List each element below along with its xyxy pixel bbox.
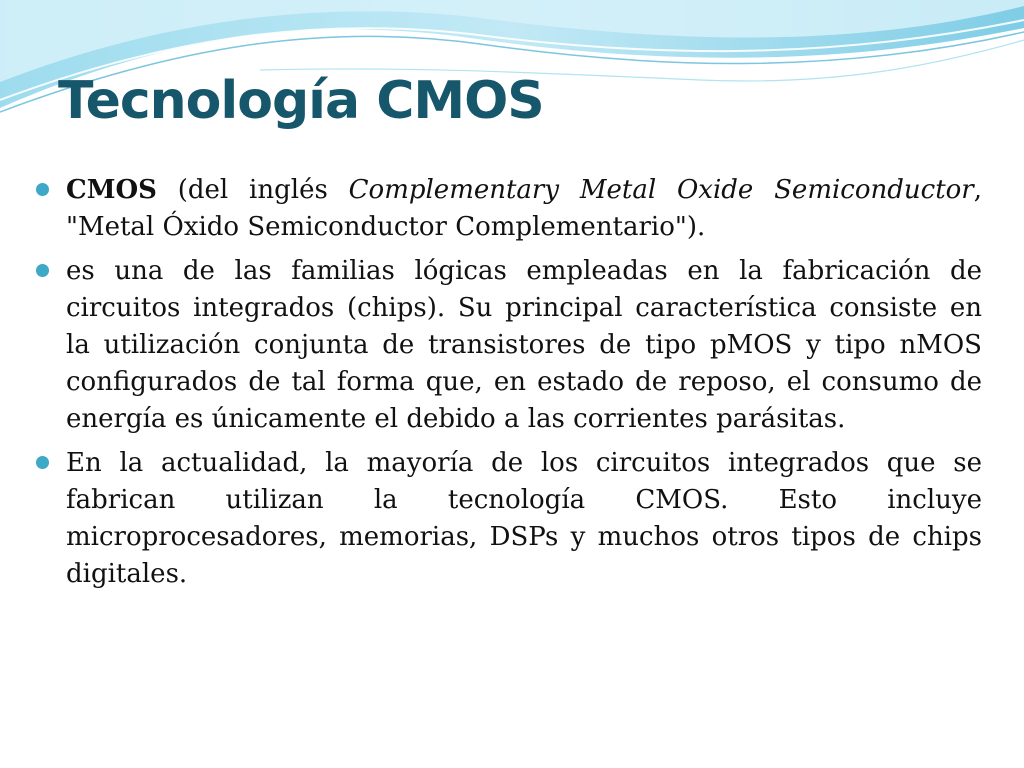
cmos-term: CMOS: [66, 175, 157, 205]
definition-text-a: (del inglés: [156, 175, 349, 205]
bullet-list: [36, 172, 982, 600]
bullet-dot-icon: [36, 264, 49, 277]
bullet-dot-icon: [36, 183, 49, 196]
slide-title: Tecnología CMOS: [58, 71, 544, 131]
english-term: Complementary Metal Oxide Semiconductor: [348, 175, 974, 205]
definition-text-b: , "Metal Óxido Semiconductor Complementario").: [66, 175, 982, 242]
bullet-item-current-use: [36, 445, 982, 593]
bullet-text: En la actualidad, la mayoría de los circuitos integrados que se fabrican utilizan la tecnología CMOS. Esto incluye microprocesadores, memorias, DSPs y muchos otros tipos de chips digitales.: [66, 448, 982, 589]
bullet-item-logic-family: [36, 253, 982, 438]
bullet-dot-icon: [36, 456, 49, 469]
bullet-item-cmos-definition: [36, 172, 982, 246]
bullet-text: es una de las familias lógicas empleadas en la fabricación de circuitos integrados (chips). Su principal característica consiste en la utilización conjunta de transistores de tipo pMOS y tipo nMOS configurados de tal forma que, en estado de reposo, el consumo de energía es únicamente el debido a las corrientes parásitas.: [66, 256, 982, 434]
